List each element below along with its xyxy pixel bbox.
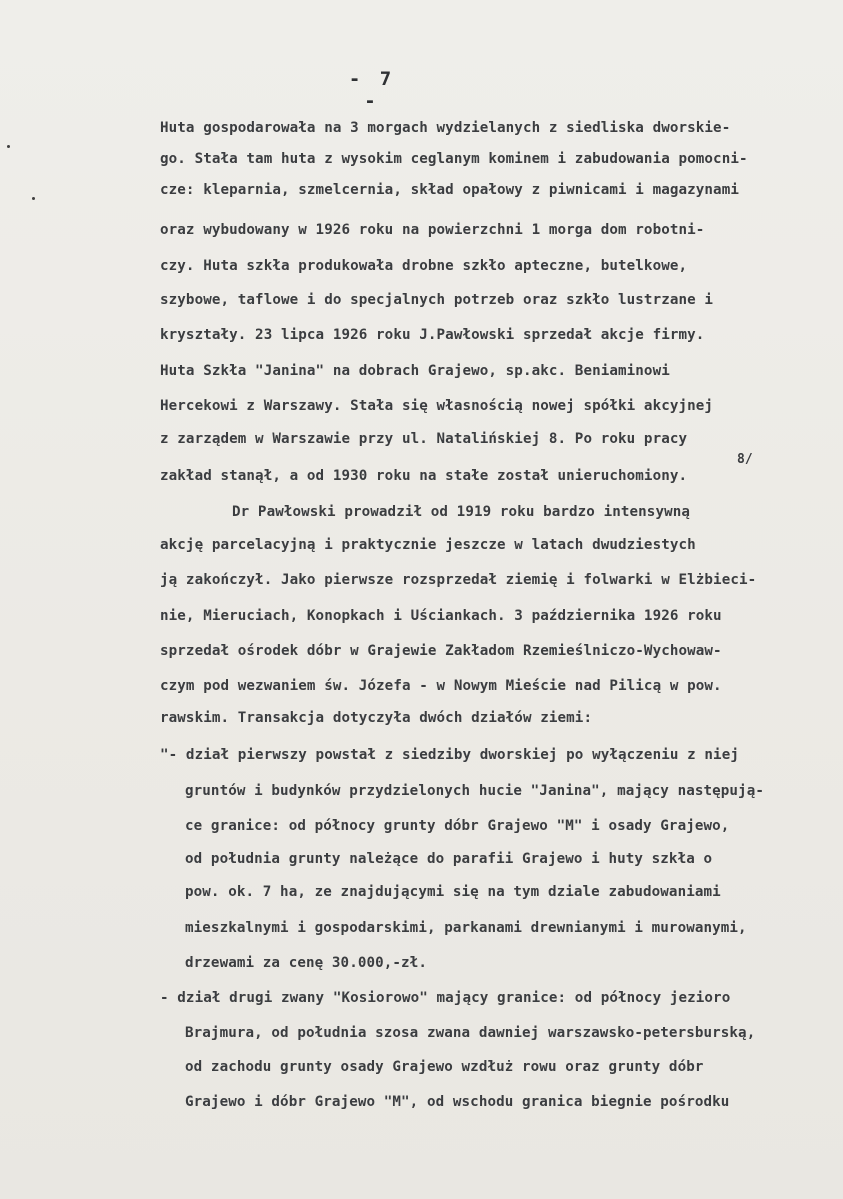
text-line: go. Stała tam huta z wysokim ceglanym kominem i zabudowania pomocni- bbox=[160, 151, 748, 167]
margin-dot bbox=[32, 197, 35, 200]
text-line: Huta Szkła "Janina" na dobrach Grajewo, sp.akc. Beniaminowi bbox=[160, 363, 670, 379]
text-line: od zachodu grunty osady Grajewo wzdłuż rowu oraz grunty dóbr bbox=[185, 1059, 704, 1075]
text-line: czym pod wezwaniem św. Józefa - w Nowym Mieście nad Pilicą w pow. bbox=[160, 678, 722, 694]
text-line: pow. ok. 7 ha, ze znajdującymi się na tym dziale zabudowaniami bbox=[185, 884, 721, 900]
page-number: - 7 - bbox=[348, 68, 396, 112]
text-line: Brajmura, od południa szosa zwana dawniej warszawsko-petersburską, bbox=[185, 1025, 756, 1041]
text-line: kryształy. 23 lipca 1926 roku J.Pawłowski sprzedał akcje firmy. bbox=[160, 327, 705, 343]
text-line: ce granice: od północy grunty dóbr Grajewo "M" i osady Grajewo, bbox=[185, 818, 730, 834]
text-line: sprzedał ośrodek dóbr w Grajewie Zakładom Rzemieślniczo-Wychowaw- bbox=[160, 643, 722, 659]
text-line: oraz wybudowany w 1926 roku na powierzchni 1 morga dom robotni- bbox=[160, 222, 705, 238]
text-line: Hercekowi z Warszawy. Stała się własnością nowej spółki akcyjnej bbox=[160, 398, 714, 414]
margin-dot bbox=[7, 145, 10, 148]
text-line: zakład stanął, a od 1930 roku na stałe został unieruchomiony. bbox=[160, 468, 688, 484]
footnote-mark: 8/ bbox=[737, 452, 753, 467]
text-line: "- dział pierwszy powstał z siedziby dworskiej po wyłączeniu z niej bbox=[160, 747, 739, 763]
text-line: cze: kleparnia, szmelcernia, skład opałowy z piwnicami i magazynami bbox=[160, 182, 739, 198]
text-line: drzewami za cenę 30.000,-zł. bbox=[185, 955, 427, 971]
text-line: od południa grunty należące do parafii Grajewo i huty szkła o bbox=[185, 851, 713, 867]
text-line: gruntów i budynków przydzielonych hucie "Janina", mający następują- bbox=[185, 783, 764, 799]
text-line: nie, Mieruciach, Konopkach i Uściankach. 3 października 1926 roku bbox=[160, 608, 722, 624]
text-line: Huta gospodarowała na 3 morgach wydzielanych z siedliska dworskie- bbox=[160, 120, 731, 136]
text-line: rawskim. Transakcja dotyczyła dwóch działów ziemi: bbox=[160, 710, 593, 726]
text-line: Dr Pawłowski prowadził od 1919 roku bardzo intensywną bbox=[232, 504, 691, 520]
text-line: szybowe, taflowe i do specjalnych potrzeb oraz szkło lustrzane i bbox=[160, 292, 714, 308]
text-line: czy. Huta szkła produkowała drobne szkło apteczne, butelkowe, bbox=[160, 258, 688, 274]
text-line: mieszkalnymi i gospodarskimi, parkanami drewnianymi i murowanymi, bbox=[185, 920, 747, 936]
text-line: - dział drugi zwany "Kosiorowo" mający granice: od północy jezioro bbox=[160, 990, 731, 1006]
text-line: z zarządem w Warszawie przy ul. Natalińskiej 8. Po roku pracy bbox=[160, 431, 688, 447]
text-line: akcję parcelacyjną i praktycznie jeszcze w latach dwudziestych bbox=[160, 537, 696, 553]
text-line: ją zakończył. Jako pierwsze rozsprzedał ziemię i folwarki w Elżbieci- bbox=[160, 572, 757, 588]
text-line: Grajewo i dóbr Grajewo "M", od wschodu granica biegnie pośrodku bbox=[185, 1094, 730, 1110]
